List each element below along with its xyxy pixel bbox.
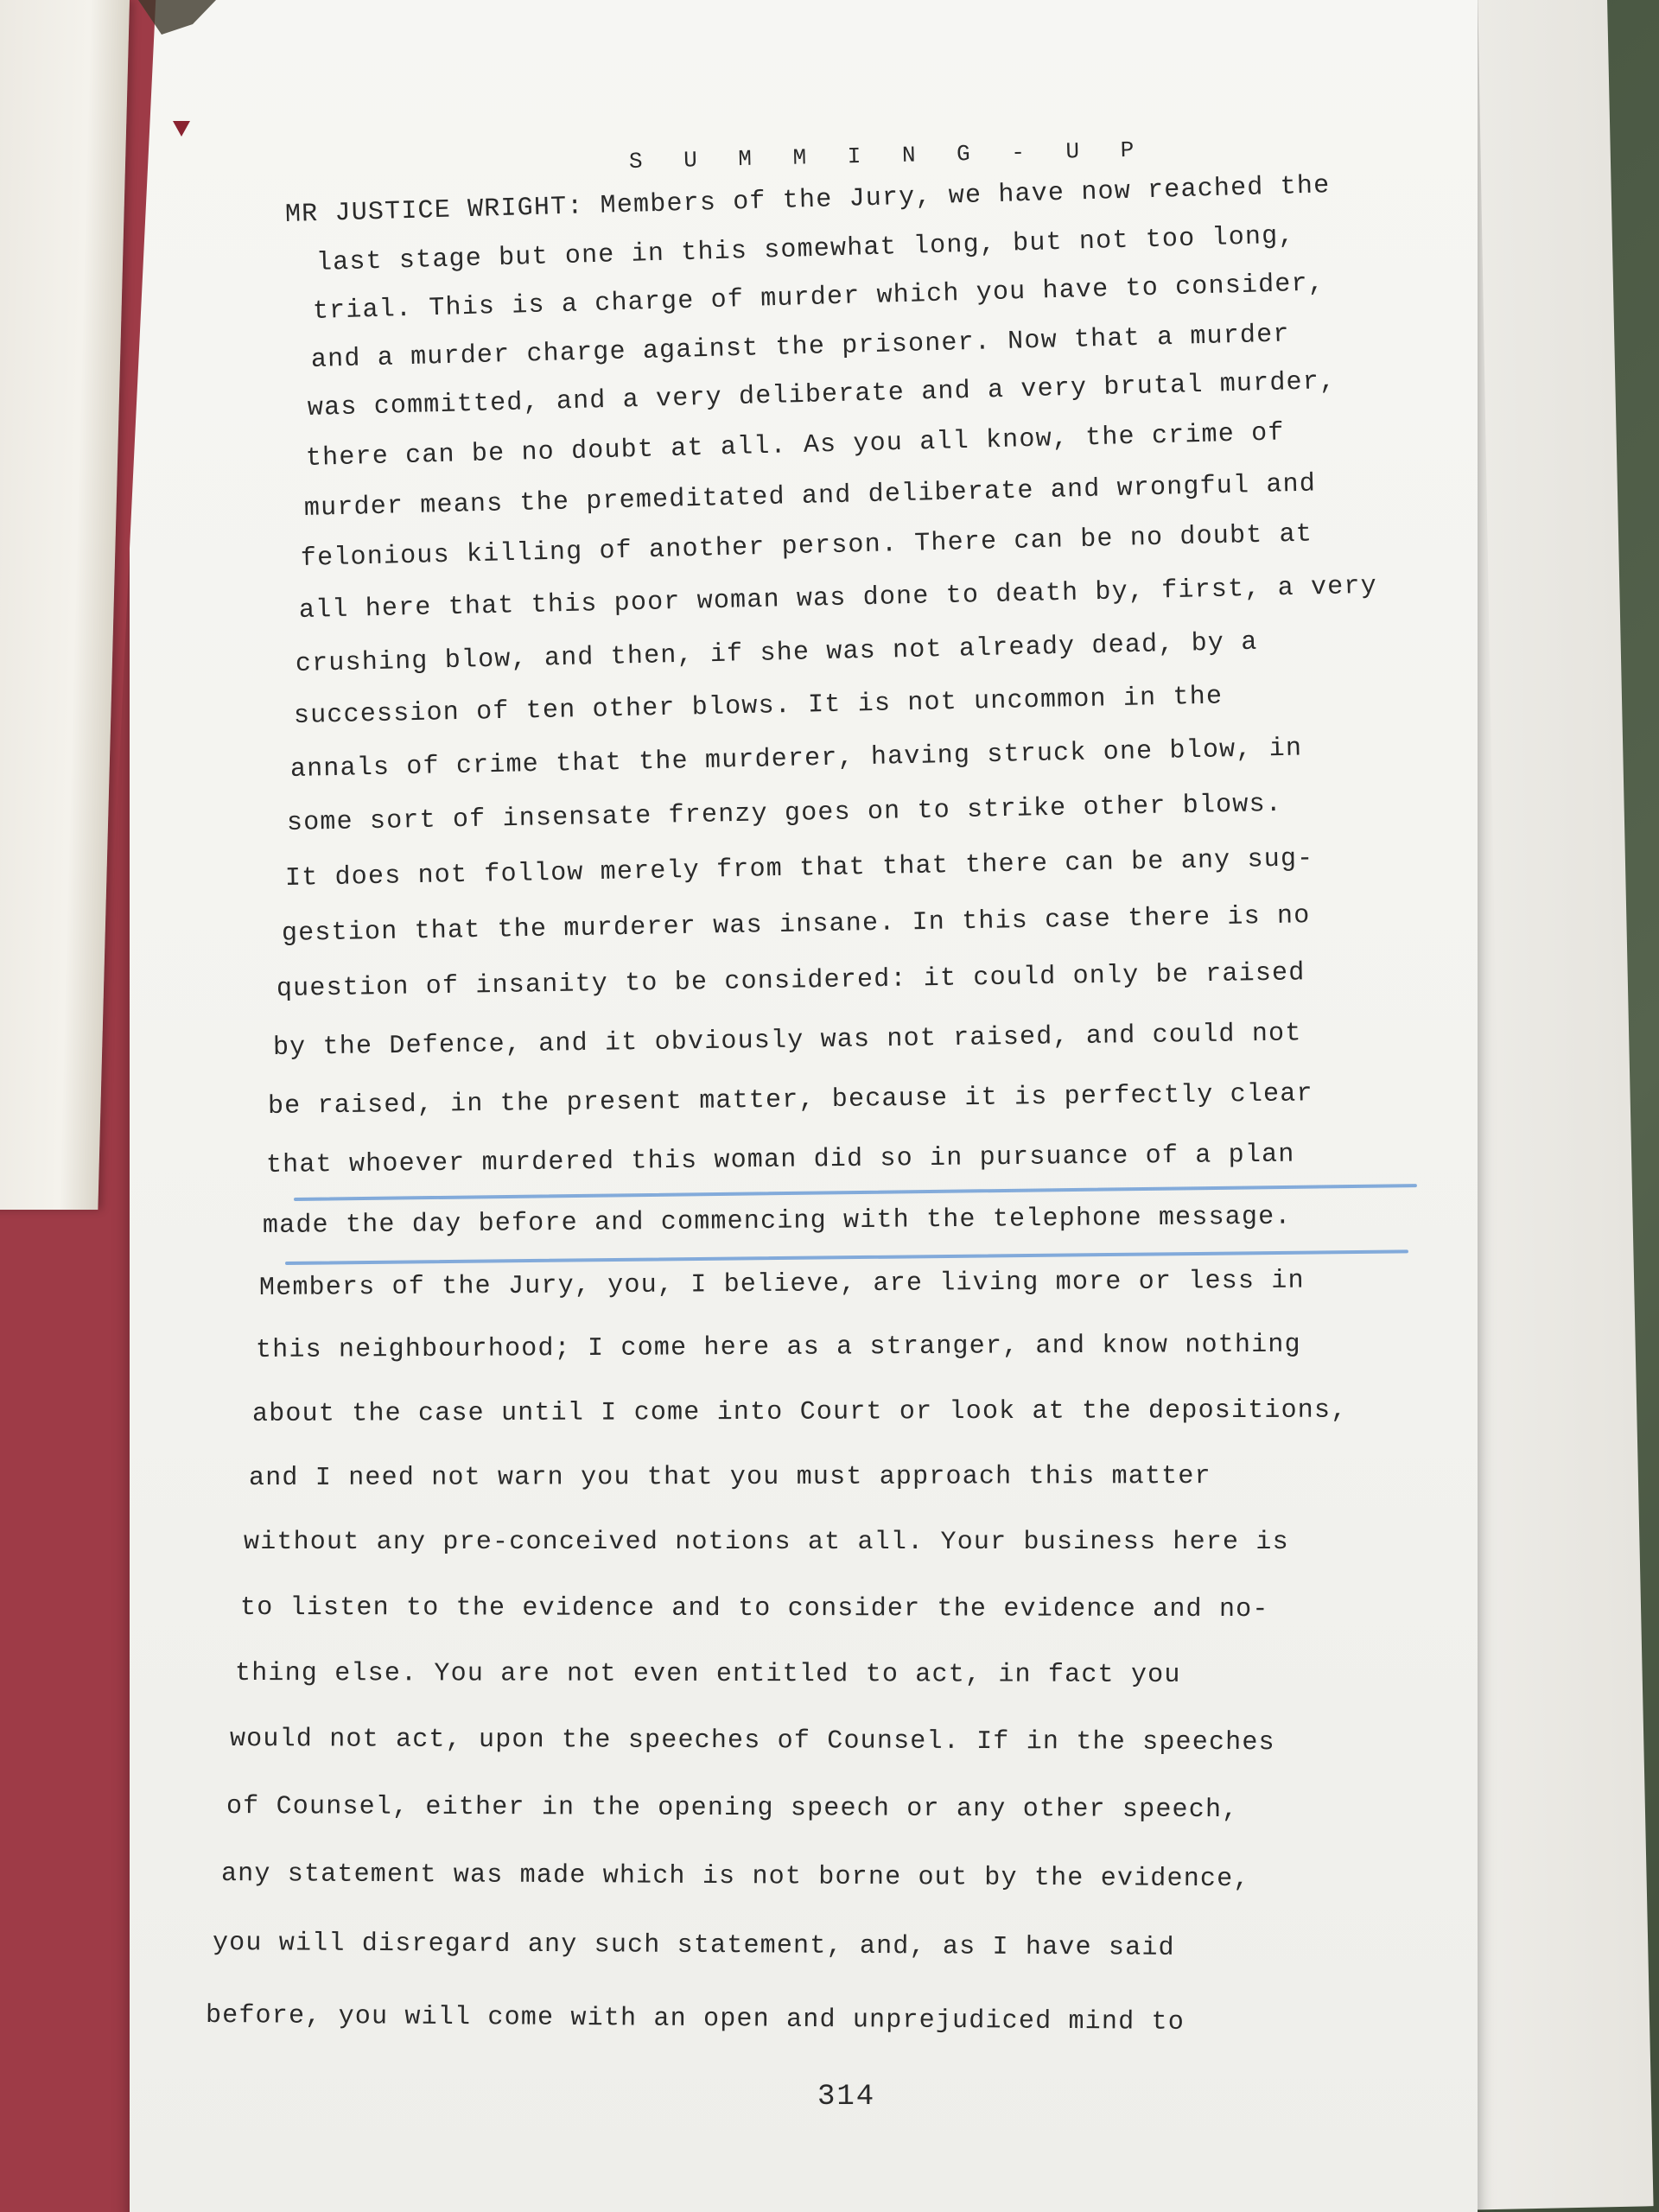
text-line: by the Defence, and it obviously was not raised, and could not <box>272 1019 1302 1063</box>
page-number: 314 <box>817 2081 876 2113</box>
text-line: there can be no doubt at all. As you all know, the crime of <box>305 418 1286 474</box>
text-line: murder means the premeditated and deliberate and wrongful and <box>303 469 1317 524</box>
text-line: Members of the Jury, you, I believe, are living more or less in <box>258 1266 1305 1303</box>
text-line: It does not follow merely from that that there can be any sug- <box>284 844 1314 893</box>
text-line: about the case until I come into Court or look at the depositions, <box>251 1395 1348 1429</box>
text-line: to listen to the evidence and to consider the evidence and no- <box>239 1593 1269 1625</box>
text-line: you will disregard any such statement, and, as I have said <box>212 1929 1175 1963</box>
text-line: was committed, and a very deliberate and a very brutal murder, <box>307 366 1337 423</box>
text-line: felonious killing of another person. There can be no doubt at <box>300 519 1313 574</box>
text-line: and a murder charge against the prisoner. Now that a murder <box>310 320 1291 375</box>
text-line: question of insanity to be considered: it could only be raised <box>276 958 1306 1004</box>
pencil-underline <box>285 1249 1408 1265</box>
text-line: all here that this poor woman was done to death by, first, a very <box>298 571 1378 626</box>
text-line: succession of ten other blows. It is not uncommon in the <box>293 682 1224 731</box>
text-line: thing else. You are not even entitled to act, in fact you <box>234 1659 1181 1690</box>
text-line: this neighbourhood; I come here as a stranger, and know nothing <box>255 1330 1301 1365</box>
text-line: MR JUSTICE WRIGHT: Members of the Jury, we have now reached the <box>284 171 1331 230</box>
text-line: last stage but one in this somewhat long, but not too long, <box>315 221 1296 278</box>
text-line: gestion that the murderer was insane. In this case there is no <box>281 901 1311 949</box>
text-line: trial. This is a charge of murder which you have to consider, <box>312 269 1325 327</box>
text-line: be raised, in the present matter, because it is perfectly clear <box>267 1079 1313 1122</box>
text-line: annals of crime that the murderer, having struck one blow, in <box>289 734 1303 785</box>
text-line: before, you will come with an open and unprejudiced mind to <box>205 2001 1185 2037</box>
text-line: and I need not warn you that you must approach this matter <box>248 1462 1211 1493</box>
page-title: S U M M I N G - U P <box>628 137 1148 175</box>
text-line underlined-line: that whoever murdered this woman did so in pursuance of a plan <box>265 1140 1295 1180</box>
pencil-underline <box>294 1184 1417 1201</box>
text-line: would not act, upon the speeches of Counsel. If in the speeches <box>229 1725 1275 1758</box>
text-line: crushing blow, and then, if she was not already dead, by a <box>295 627 1258 679</box>
text-line: some sort of insensate frenzy goes on to strike other blows. <box>286 789 1283 838</box>
text-line: without any pre-conceived notions at all. Your business here is <box>244 1528 1289 1557</box>
text-line: any statement was made which is not borne out by the evidence, <box>220 1859 1250 1895</box>
text-line underlined-line: made the day before and commencing with the telephone message. <box>262 1202 1292 1241</box>
text-line: of Counsel, either in the opening speech or any other speech, <box>226 1792 1239 1826</box>
